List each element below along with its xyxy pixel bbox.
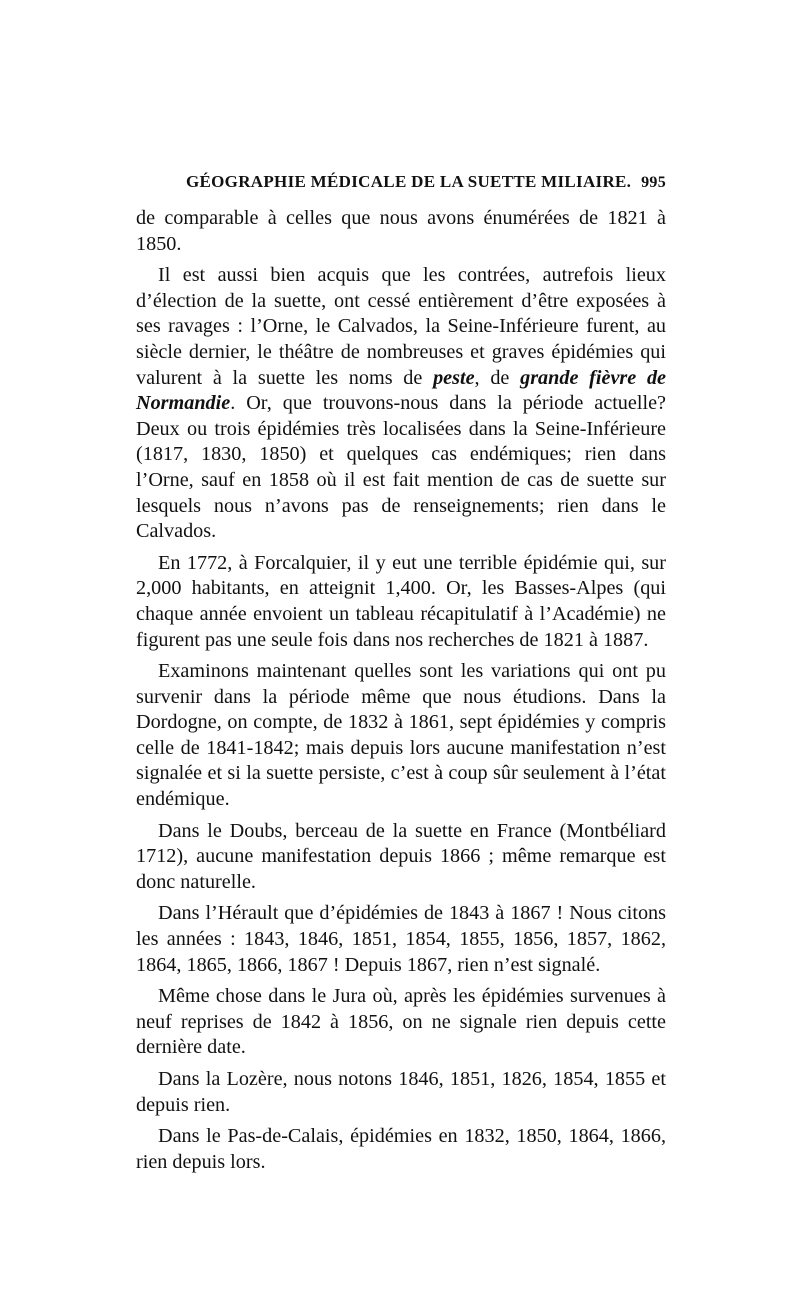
paragraph: En 1772, à Forcalquier, il y eut une terrible épidémie qui, sur 2,000 habitants, en atteignit 1,400. Or, les Basses-Alpes (qui chaque année envoient un tableau récapitulatif à l’Académie) ne figurent pas une seule fois dans nos recherches de 1821 à 1887. [136, 551, 666, 651]
book-page [136, 172, 666, 1175]
paragraph: Dans le Doubs, berceau de la suette en France (Montbéliard 1712), aucune manifestation depuis 1866 ; même remarque est donc naturelle. [136, 819, 666, 893]
running-title: GÉOGRAPHIE MÉDICALE DE LA SUETTE MILIAIRE. [186, 172, 632, 191]
running-head [136, 172, 666, 192]
paragraph: Dans l’Hérault que d’épidémies de 1843 à 1867 ! Nous citons les années : 1843, 1846, 1851, 1854, 1855, 1856, 1857, 1862, 1864, 1865, 1866, 1867 ! Depuis 1867, rien n’est signalé. [136, 902, 666, 976]
italic-term: peste [433, 366, 475, 389]
paragraph: Même chose dans le Jura où, après les épidémies survenues à neuf reprises de 1842 à 1856, on ne signale rien depuis cette dernière date. [136, 985, 666, 1059]
paragraph: Dans le Pas-de-Calais, épidémies en 1832, 1850, 1864, 1866, rien depuis lors. [136, 1125, 666, 1173]
body-text [136, 206, 666, 1175]
italic-term: grande fièvre de Normandie [136, 366, 667, 415]
paragraph: Examinons maintenant quelles sont les variations qui ont pu survenir dans la période même que nous étudions. Dans la Dordogne, on compte, de 1832 à 1861, sept épidémies y compris celle de 1841-1842; mais depuis lors aucune manifestation n’est signalée et si la suette persiste, c’est à coup sûr seulement à l’état endémique. [136, 660, 666, 811]
page-number: 995 [641, 174, 666, 191]
paragraph: de comparable à celles que nous avons énumérées de 1821 à 1850. [136, 207, 666, 255]
paragraph: Dans la Lozère, nous notons 1846, 1851, 1826, 1854, 1855 et depuis rien. [136, 1068, 666, 1116]
paragraph: Il est aussi bien acquis que les contrées, autrefois lieux d’élection de la suette, ont cessé entièrement d’être exposées à ses ravages : l’Orne, le Calvados, la Seine-Inférieure furent, au siècle dernier, le théâtre de nombreuses et graves épidémies qui valurent à la suette les noms de peste, de grande fièvre de Normandie. Or, que trouvons-nous dans la période actuelle? Deux ou trois épidémies très localisées dans la Seine-Inférieure (1817, 1830, 1850) et quelques cas endémiques; rien dans l’Orne, sauf en 1858 où il est fait mention de cas de suette sur lesquels nous n’avons pas de renseignements; rien dans le Calvados. [136, 264, 667, 543]
